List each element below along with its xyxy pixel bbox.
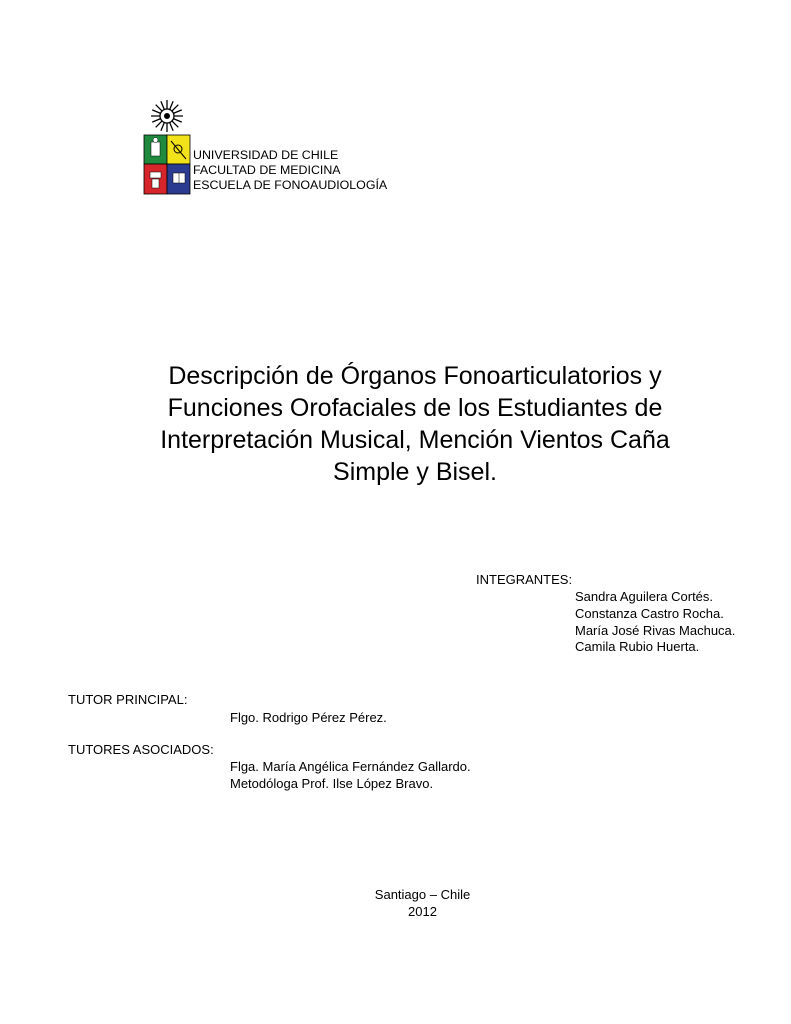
tutor-asociado-name: Flga. María Angélica Fernández Gallardo. [230,759,471,774]
member-name: Constanza Castro Rocha. [575,605,724,621]
university-name: UNIVERSIDAD DE CHILE [193,148,339,162]
footer-year: 2012 [408,903,437,919]
university-seal-icon [142,99,192,197]
tutor-asociado-name: Metodóloga Prof. Ilse López Bravo. [230,775,434,791]
school-name: ESCUELA DE FONOAUDIOLOGÍA [193,178,388,192]
tutores-asociados-list [230,759,471,793]
tutor-principal-label: TUTOR PRINCIPAL: [68,692,188,707]
university-logo [142,99,192,197]
integrantes-list [575,589,735,656]
integrantes-label: INTEGRANTES: [476,572,573,587]
member-name: María José Rivas Machuca. [575,622,736,638]
member-name: Camila Rubio Huerta. [575,639,700,655]
title-line: Interpretación Musical, Mención Vientos Caña [160,426,670,454]
footer [320,887,525,921]
title-line: Descripción de Órganos Fonoarticulatorios y [168,362,662,390]
member-name: Sandra Aguilera Cortés. [575,589,714,604]
footer-place: Santiago – Chile [374,887,471,902]
title-line: Funciones Orofaciales de los Estudiantes de [167,394,663,422]
tutores-asociados-label: TUTORES ASOCIADOS: [68,742,214,757]
institution-block [193,148,387,193]
faculty-name: FACULTAD DE MEDICINA [193,163,341,177]
tutor-principal-name: Flgo. Rodrigo Pérez Pérez. [230,710,387,725]
title-line: Simple y Bisel. [333,458,497,486]
document-title [120,360,710,488]
